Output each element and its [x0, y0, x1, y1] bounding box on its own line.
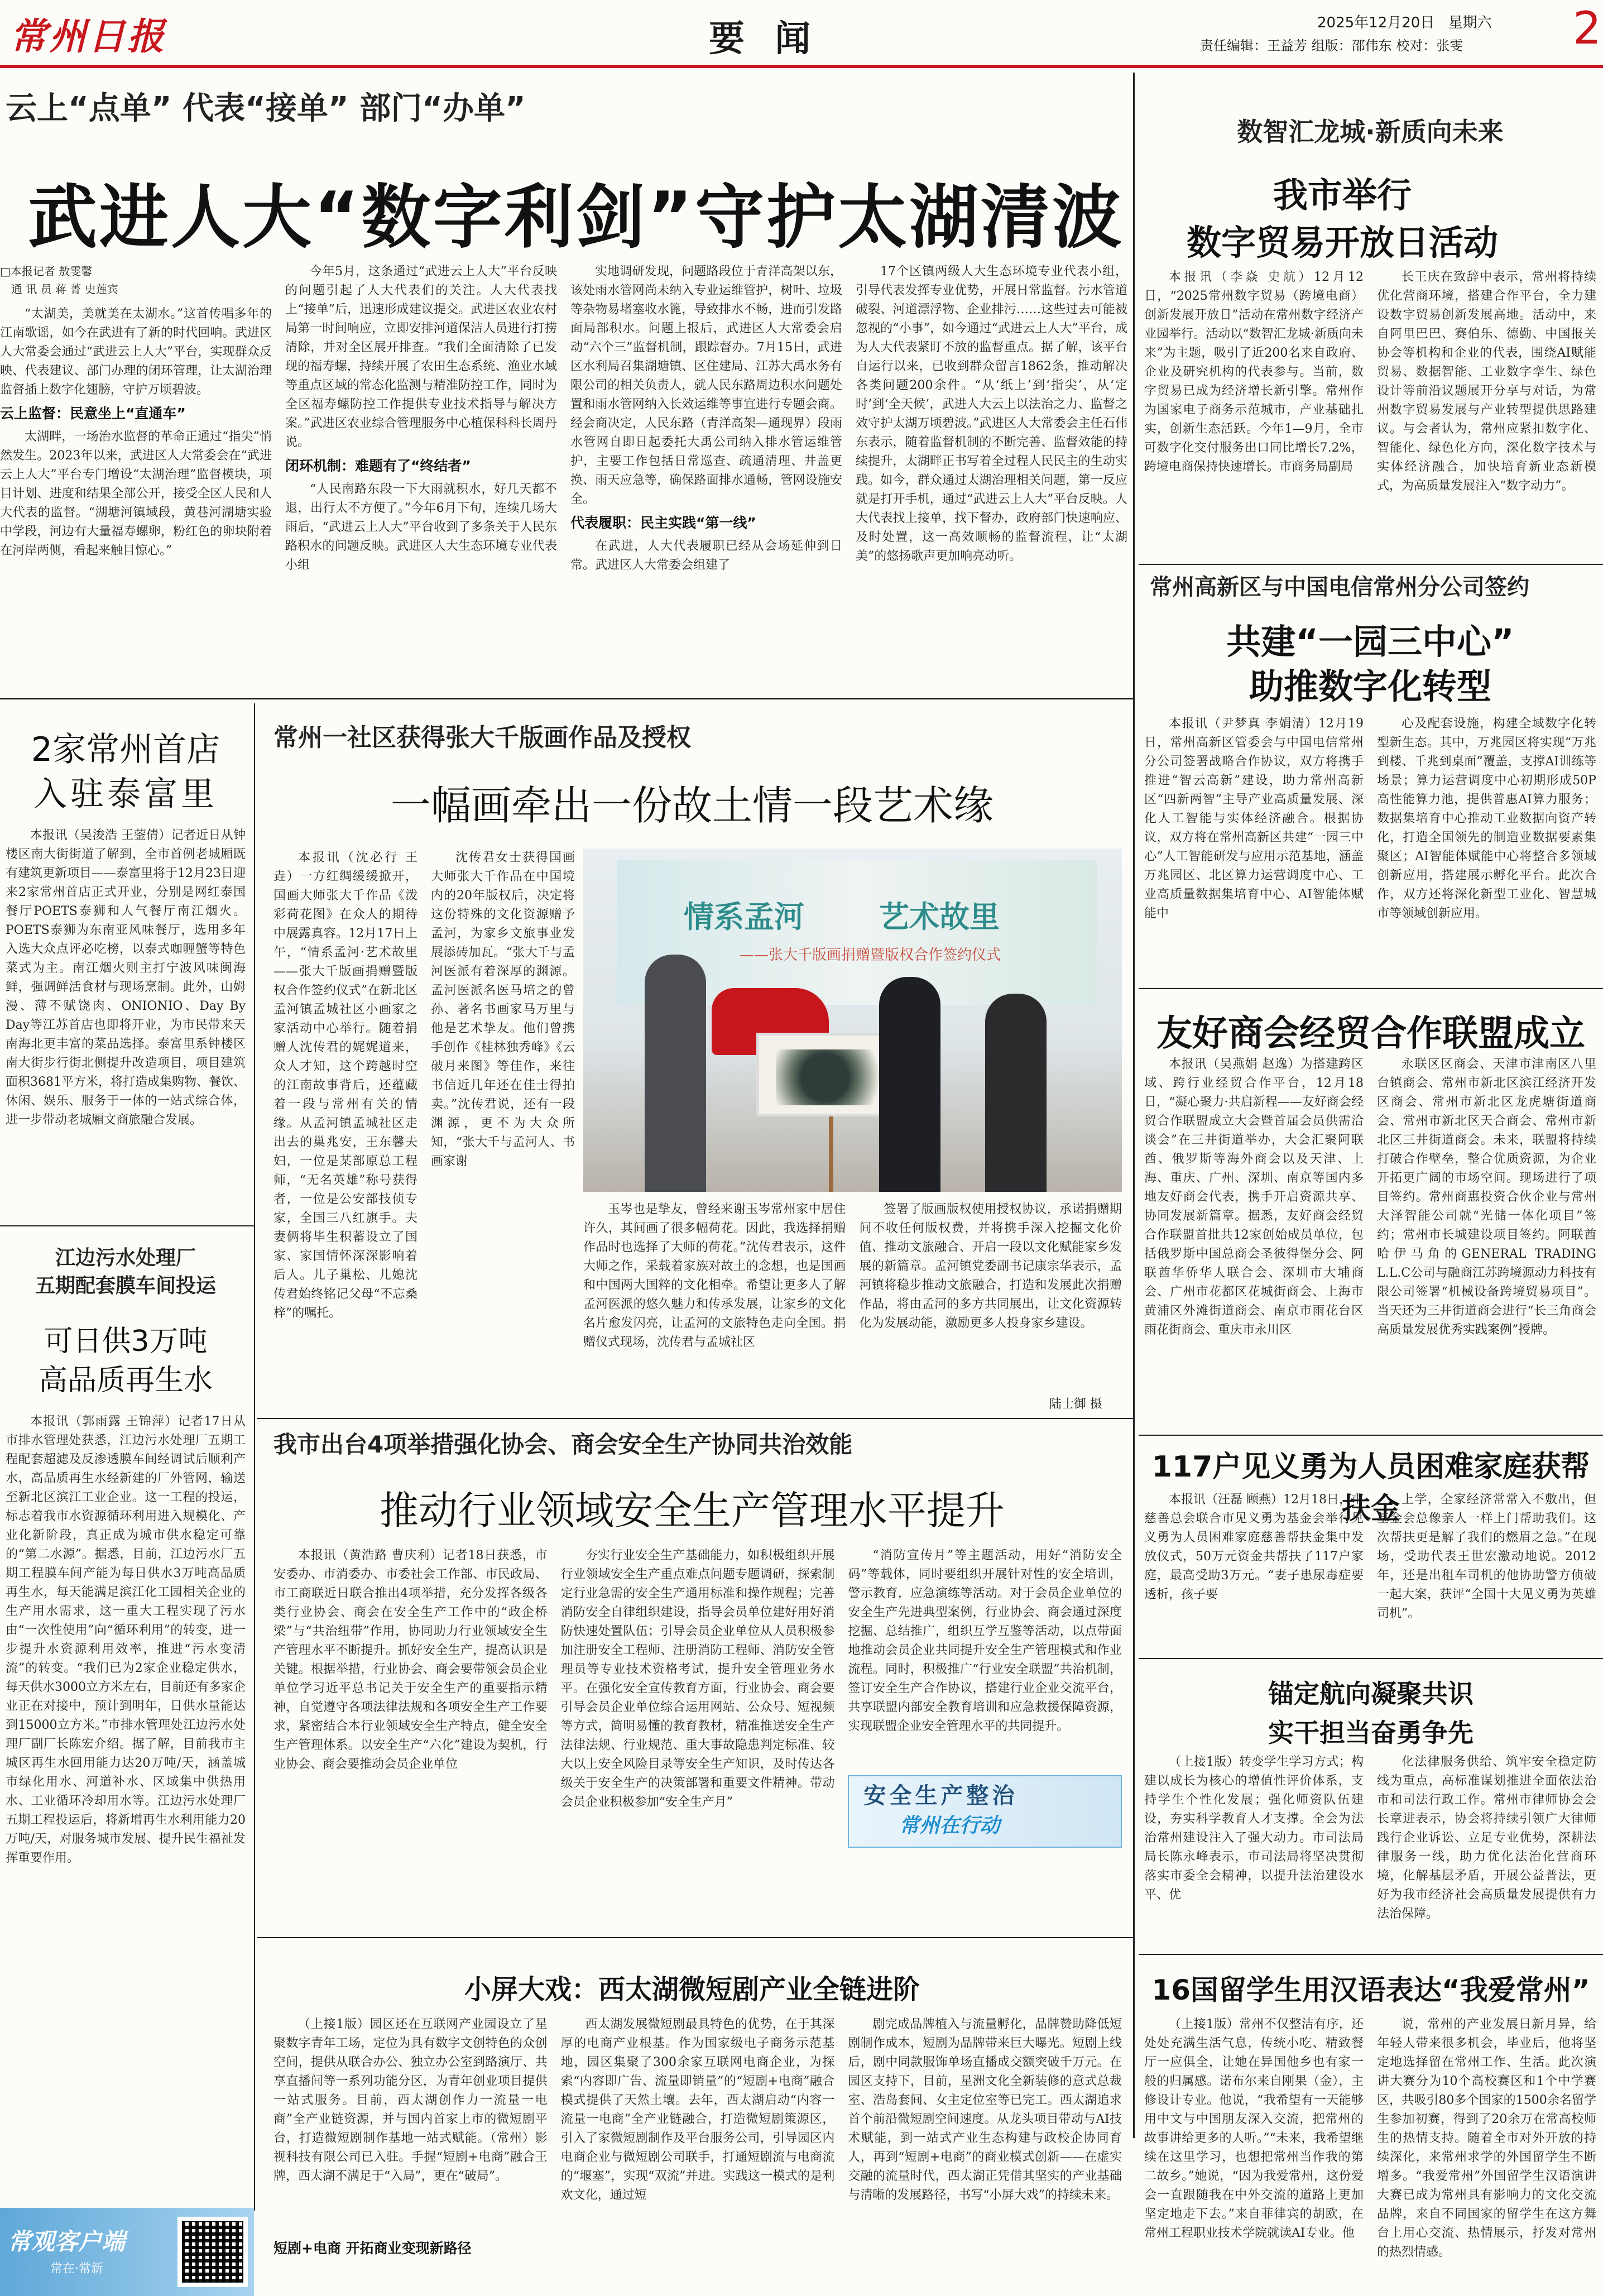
chamber-para-1: 本报讯（吴燕娟 赵逸）为搭建跨区域、跨行业经贸合作平台，12月18日，“凝心聚力·共启新程——友好商会经贸合作联盟成立大会暨首届会员供需洽谈会”在三井街道举办，大会汇聚阿联酋、俄罗斯等海外商会以及天津、上海、重庆、广州、深圳、南京等国内多地友好商会代表，携手开启资源共享、协同发展新篇章。据悉，友好商会经贸合作联盟首批共12家创始成员单位，包括俄罗斯中国总商会圣彼得堡分会、阿联酋华侨华人联合会、深圳市大埔商会、广州市花都区花城街商会、上海市黄浦区外滩街道商会、南京市雨花台区雨花街商会、重庆市永川区 — [1144, 1057, 1364, 1337]
safety-headline: 推动行业领域安全生产管理水平提升 — [380, 1488, 1005, 1533]
zdq-para-2: 沈传君女士获得国画大师张大千作品在中国境内的20年版权后，决定将这份特殊的文化资源赠予孟河，为家乡文旅事业发展添砖加瓦。“张大千与孟河医派有着深厚的渊源。孟河医派名医马培之的曾孙、著名书画家马万里与他是艺术挚友。他们曾携手创作《桂林独秀峰》《云破月来图》等佳作，来往书信近几年还在佳士得拍卖。”沈传君说，还有一段渊源，更不为大众所知，“张大千与孟河人、书画家谢 — [431, 851, 575, 1168]
client-ad-sub: 常在·常新 — [50, 2262, 103, 2276]
drama-headline: 小屏大戏：西太湖微短剧产业全链进阶 — [464, 1974, 920, 2005]
safety-para-2: 夯实行业安全生产基础能力，如积极组织开展行业领域安全生产重点难点问题专题调研，探索制定行业急需的安全生产通用标准和操作规程；完善消防安全自律组织建设，指导会员单位建好用好消防快速处置队伍；引导会员企业单位从人员积极参加注册安全工程师、注册消防工程师、消防安全管理员等专业技术资格考试，提升安全管理业务水平。在强化安全宣传教育方面，行业协会、商会要引导会员企业单位综合运用网站、公众号、短视频等方式，简明易懂的教育教材，精准推送安全生产法律法规、行业规范、重大事故隐患判定标准、较大以上安全风险目录等安全生产知识，及时传达各级关于安全生产的决策部署和重要文件精神。带动会员企业积极参加“安全生产月” — [560, 1549, 835, 1809]
telecom-body — [1144, 715, 1596, 994]
lead-para-4: “人民南路东段一下大雨就积水，好几天都不退，出行太不方便了。”今年6月下旬，连续几场大雨后，“武进云上人大”平台收到了多条关于人民东路积水的问题反映。武进区人大生态环境专业代表小组 — [285, 482, 557, 572]
trade-kicker: 数智汇龙城·新质向未来 — [1237, 117, 1504, 147]
photo-banner-2: 艺术故里 — [879, 899, 1000, 934]
zdq-para-1: 本报讯（沈必行 王垚）一方红绸缓缓掀开，国画大师张大千作品《泼彩荷花图》在众人的期待中展露真容。12月17日上午，“情系孟河·艺术故里——张大千版画捐赠暨版权合作签约仪式”在新北区孟河镇孟城社区小画家之家活动中心举行。随着捐赠人沈传君的娓娓道来，众人才知，这个跨越时空的江南故事背后，还蕴藏着一段与常州有关的情缘。从孟河镇孟城社区走出去的巢兆安，王东馨夫妇，一位是某部原总工程师，“无名英雄”称号获得者，一位是公安部技侦专家，全国三八红旗手。夫妻俩将毕生积蓄设立了国家、家国情怀深深影响着后人。儿子巢松、儿媳沈传君始终铭记父母“不忘桑梓”的嘱托。 — [273, 851, 417, 1320]
lead-para-5: 实地调研发现，问题路段位于青洋高架以东，该处雨水管网尚未纳入专业运维管护，树叶、垃圾等杂物易堵塞收水篦，导致排水不畅，进而引发路面局部积水。问题上报后，武进区人大常委会启动“六个三”监督机制，跟踪督办。7月15日，武进区水利局召集湖塘镇、区住建局、江苏大禹水务有限公司的相关负责人，就人民东路周边积水问题处置和雨水管网纳入长效运维等事宜进行专题会商。经会商决定，人民东路（青洋高架—通现界）段雨水管网自即日起委托大禹公司纳入排水管运维管护，主要工作包括日常巡查、疏通清理、井盖更换、雨天应急等，确保路面排水通畅，管网设施安全。 — [570, 265, 842, 506]
sail-headline-2: 实干担当奋勇争先 — [1268, 1718, 1474, 1748]
chamber-body — [1144, 1055, 1596, 1429]
ceremony-photo — [583, 849, 1122, 1192]
weekday-text: 星期六 — [1448, 15, 1492, 31]
date-text: 2025年12月20日 — [1317, 15, 1435, 31]
editors-line: 责任编辑：王益芳 组版：邵伟东 校对：张雯 — [1200, 38, 1463, 54]
lead-byline2: 通 讯 员 蒋 菁 史莲宾 — [11, 282, 118, 296]
drama-para-2: 西太湖发展微短剧最具特色的优势，在于其深厚的电商产业根基。作为国家级电子商务示范基地，园区集聚了300余家互联网电商企业，为探索“内容即广告、流量即销量”的“短剧+电商”融合模式提供了天然土壤。去年，西太湖启动“内容一流量一电商”全产业链融合，打造微短剧策源区，引入了家微短剧制作及平台服务公司，引导园区内电商企业与微短剧公司联手，打通短剧流与电商流的“堰塞”，实现“双流”并进。实践这一模式的是利欢文化，通过短 — [560, 2017, 835, 2202]
photo-credit: 陆士御 摄 — [1049, 1397, 1102, 1411]
trade-para-2: 长王庆在致辞中表示，常州将持续优化营商环境，搭建合作平台，全力建设数字贸易创新发展高地。活动中，来自阿里巴巴、赛伯乐、德勤、中国报关协会等机构和企业的代表，围绕AI赋能贸易、数据智能、工业数字孪生、绿色设计等前沿议题展开分享与对话，为常州数字贸易发展与产业转型提供思路建议。与会者认为，常州应紧扣数字化、智能化、绿色化方向，深化数字技术与实体经济融合，加快培育新业态新模式，为高质量发展注入“数字动力”。 — [1377, 270, 1596, 493]
telecom-headline-1: 共建“一园三中心” — [1226, 621, 1514, 662]
safety-badge-title: 安全生产整治 — [863, 1783, 1018, 1809]
courage-headline: 117户见义勇为人员困难家庭获帮扶金 — [1151, 1450, 1590, 1526]
lead-para-6: 在武进，人大代表履职已经从会场延伸到日常。武进区人大常委会组建了 — [570, 539, 842, 572]
page-number: 2 — [1573, 2, 1601, 54]
telecom-kicker: 常州高新区与中国电信常州分公司签约 — [1150, 574, 1529, 600]
photo-banner-1: 情系孟河 — [684, 899, 804, 934]
zdq-headline: 一幅画牵出一份故土情一段艺术缘 — [390, 782, 994, 829]
courage-para-1: 本报讯（汪磊 顾燕）12月18日，市慈善总会联合市见义勇为基金会举行见义勇为人员困难家庭慈善帮扶金集中发放仪式，50万元资金共帮扶了117户家庭，最高受助3万元。“妻子患尿毒症要透析，孩子要 — [1144, 1493, 1364, 1602]
zdq-para-4: 签署了版画版权使用授权协议，承诺捐赠期间不收任何版权费，并将携手深入挖掘文化价值、推动文旅融合、开启一段以文化赋能家乡发展的新篇章。孟河镇党委副书记康宗华表示，孟河镇将稳步推动文旅融合，打造和发展此次捐赠作品，将由孟河的多方共同展出，让文化资源转化为发展动能，激励更多人投身家乡建设。 — [859, 1202, 1122, 1330]
person-right — [985, 994, 1047, 1192]
trade-headline-1: 我市举行 — [1273, 175, 1412, 215]
person-left — [645, 955, 706, 1192]
safety-badge-sub: 常州在行动 — [899, 1814, 1000, 1837]
masthead — [0, 0, 1603, 66]
lead-body — [0, 262, 1127, 692]
section-name: 要 闻 — [709, 18, 820, 60]
lead-para-3: 今年5月，这条通过“武进云上人大”平台反映的问题引起了人大代表们的关注。人大代表找上“接单”后，迅速形成建议提交。武进区农业农村局第一时间响应，立即安排河道保洁人员进行打捞清除，并对全区展开排查。“我们全面清除了已发现的福寿螺，持续开展了农田生态系统、渔业水域等重点区域的常态化监测与精准防控工作，同时为全区福寿螺防控工作提供专业技术指导与解决方案。”武进区农业综合管理服务中心植保科科长周丹说。 — [285, 265, 557, 449]
chamber-para-2: 永联区区商会、天津市津南区八里台镇商会、常州市新北区滨江经济开发区商会、常州市新北区龙虎塘街道商会、常州市新北区天合商会、常州市新北区三井街道商会。未来，联盟将持续打破合作壁垒，整合优质资源，为企业开拓更广阔的市场空间。现场进行了项目签约。常州商惠投资合伙企业与常州大泽智能公司就“光储一体化项目”签约；常州市长城建设项目签约。阿联酋哈伊马角的GENERAL TRADING L.L.C公司与融商江苏跨境源动力科技有限公司签署“机械设备跨境贸易项目”。当天还为三井街道商会进行“长三角商会高质量发展优秀实践案例”授牌。 — [1377, 1057, 1596, 1337]
trade-para-1: 本报讯（李焱 史航）12月12日，“2025常州数字贸易（跨境电商）创新发展开放日”活动在常州数字经济产业园举行。活动以“数智汇龙城·新质向未来”为主题，吸引了近200名来自政府、企业及研究机构的代表参与。当前，数字贸易已成为经济增长新引擎。常州作为国家电子商务示范城市，产业基础扎实，创新生态活跃。今年1—9月，全市可数字化交付服务出口同比增长7.2%，跨境电商保持快速增长。市商务局副局 — [1144, 270, 1364, 474]
client-ad-label: 常观客户端 — [8, 2228, 126, 2255]
safety-kicker: 我市出台4项举措强化协会、商会安全生产协同共治效能 — [273, 1431, 853, 1458]
easel-legs — [829, 1116, 833, 1192]
lead-subhead-1: 云上监督：民意坐上“直通车” — [0, 405, 186, 421]
membrane-para: 本报讯（郭雨露 王锦萍）记者17日从市排水管理处获悉，江边污水处理厂五期工程配套超滤及反渗透膜车间经调试后顺利产水，高品质再生水经新建的厂外管网，输送至新北区滨江工业企业。这一工程的投运，标志着我市水资源循环利用进入规模化、产业化新阶段，真正成为城市供水稳定可靠的“第二水源”。据悉，目前，江边污水厂五期工程膜车间产能为每日供水3万吨高品质再生水，每天能满足滨江化工园相关企业的生产用水需求，这一重大工程实现了污水由“一次性使用”向“循环利用”的转变，进一步提升水资源利用效率，推进“污水变清流”的转变。“我们已为2家企业稳定供水，每天供水3000立方米左右，目前还有多家企业正在对接中，预计到明年，日供水量能达到15000立方米。”市排水管理处江边污水处理厂副厂长陈宏介绍。据了解，目前我市主城区再生水回用能力达20万吨/天，涵盖城市绿化用水、河道补水、区域集中供热用水、工业循环冷却用水等。江边污水处理厂五期工程投运后，将新增再生水利用能力20万吨/天，对服务城市发展、提升民生福祉发挥重要作用。 — [6, 1415, 246, 1865]
telecom-para-2: 心及配套设施，构建全域数字化转型新生态。其中，万兆园区将实现“万兆到楼、千兆到桌面”覆盖，支撑AI训练等场景；算力运营调度中心初期形成50P高性能算力池，提供普惠AI算力服务；数据集培育中心推动工业数据向资产转化，打造全国领先的制造业数据要素集聚区；AI智能体赋能中心将整合多领域创新应用，搭建展示孵化平台。此次合作，双方还将深化新型工业化、智慧城市等领域创新应用。 — [1377, 717, 1596, 921]
lead-subhead-2: 闭环机制：难题有了“终结者” — [285, 458, 471, 474]
trade-headline-2: 数字贸易开放日活动 — [1186, 222, 1498, 263]
safety-para-3: “消防宣传月”等主题活动，用好“消防安全码”等载体，同时要组织开展针对性的安全培训，警示教育，应急演练等活动。对于会员企业单位的安全生产先进典型案例，行业协会、商会通过深度挖掘、总结推广，组织互学互鉴等活动，以点带面地推动会员企业共同提升安全生产管理模式和作业流程。同时，积极推广“行业安全联盟”共治机制，签订安全生产合作协议，搭建行业企业交流平台，共享联盟内部安全教育培训和应急救援保障资源，实现联盟企业安全管理水平的共同提升。 — [848, 1549, 1122, 1733]
membrane-kicker-1: 江边污水处理厂 — [55, 1247, 196, 1269]
lead-para-7: 17个区镇两级人大生态环境专业代表小组，引导代表发挥专业优势，开展日常监督。污水管道破裂、河道漂浮物、企业排污……这些过去可能被忽视的“小事”，如今通过“武进云上人大”平台，成为人大代表紧盯不放的监督重点。据了解，该平台自运行以来，已收到群众留言1862条，推动解决各类问题200余件。“从‘纸上’到‘指尖’，从‘定时’到‘全天候’，武进人大云上以法治之力、监督之效守护太湖万顷碧波。”武进区人大常委会主任石伟东表示，随着监督机制的不断完善、监督效能的持续提升，太湖畔正书写着全过程人民民主的生动实践。如今，群众通过太湖治理相关问题，第一反应就是打开手机，通过“武进云上人大”平台反映。人大代表找上接单，找下督办，政府部门快速响应、及时处置，这一高效顺畅的监督流程，让“太湖美”的悠扬歌声更加响亮动听。 — [856, 265, 1127, 563]
drama-para-3: 剧完成品牌植入与流量孵化，品牌赞助降低短剧制作成本，短剧为品牌带来巨大曝光。短剧上线后，剧中同款服饰单场直播成交额突破千万元。在园区支持下，目前，星洲文化全新装修的意式总裁室、浩岛套间、女主定位室等已完工。西太湖追求首个前沿微短剧空间速度。从龙头项目带动与AI技术赋能，到一站式产业生态构建与政校企协同育人，再到“短剧+电商”的商业模式创新——在虚实交融的流量时代，西太湖正凭借其坚实的产业基础与清晰的发展路径，书写“小屏大戏”的持续未来。 — [848, 2017, 1122, 2202]
lead-para-2: 太湖畔，一场治水监督的革命正通过“指尖”悄然发生。2023年以来，武进区人大常委会在“武进云上人大”平台专门增设“太湖治理”监督模块，项目计划、进度和结果全部公开，接受全区人民和人大代表的监督。“湖塘河镇域段，黄巷河湖塘实验中学段，河边有大量福寿螺卵，粉红色的卵块附着在河岸两侧，看起来触目惊心。” — [0, 430, 272, 558]
lead-byline1: □本报记者 敖雯馨 — [0, 265, 93, 278]
stores-para: 本报讯（吴浚浩 王蓥倩）记者近日从钟楼区南大街街道了解到，全市首例老城厢既有建筑更新项目——泰富里将于12月23日迎来2家常州首店正式开业，分别是网红泰国餐厅POETS泰狮和人气餐厅南江烟火。POETS泰狮为东南亚风味餐厅，选用多年入选大众点评必吃榜，以泰式咖喱蟹等特色菜式为主。南江烟火则主打宁波风味闽海鲜，强调鲜活食材与现场烹制。此外，山姆漫、薄不赋饶肉、ONIONIO、Day By Day等江苏首店也即将开业，为市民带来天南海北更丰富的菜品选择。泰富里系钟楼区南大街步行街北侧提升改造项目，项目建筑面积3681平方米，将打造成集购物、餐饮、休闲、娱乐、服务于一体的一站式综合体，进一步带动老城厢文商旅融合发展。 — [6, 828, 246, 1127]
issue-date — [1317, 11, 1492, 32]
sail-para-1: （上接1版）转变学生学习方式；构建以成长为核心的增值性评价体系，支持学生个性化发展；强化师资队伍建设，夯实科学教育人才支撑。全会为法治常州建设注入了强大动力。市司法局局长陈永峰表示，市司法局将坚决贯彻落实市委全会精神，以提升法治建设水平、优 — [1144, 1755, 1364, 1902]
newspaper-logo: 常州日报 — [10, 15, 166, 58]
safety-badge — [848, 1775, 1122, 1848]
client-ad[interactable] — [0, 2208, 254, 2296]
lead-subhead-3: 代表履职：民主实践“第一线” — [570, 515, 756, 531]
lead-headline: 武进人大“数字利剑”守护太湖清波 — [28, 178, 1124, 258]
sail-body — [1144, 1753, 1596, 1948]
membrane-kicker-2: 五期配套膜车间投运 — [35, 1274, 216, 1297]
stores-body — [6, 826, 246, 1217]
membrane-headline-1: 可日供3万吨 — [44, 1325, 208, 1358]
zdq-para-3: 玉岑也是挚友，曾经来谢玉岑常州家中居住许久，其间画了很多幅荷花。因此，我选择捐赠作品时也选择了大师的荷花。”沈传君表示，这件大师之作，采载着家族对故土的念想，也是国画和中国两大国粹的文化相牵。希望让更多人了解孟河医派的悠久魅力和传承发展，让家乡的文化名片愈发闪亮，让孟河的文旅特色走向全国。捐赠仪式现场，沈传君与孟城社区 — [583, 1202, 846, 1349]
students-para-2: 说，常州的产业发展日新月异，给年轻人带来很多机会，毕业后，他将坚定地选择留在常州工作、生活。此次演讲大赛分为10个高校赛区和1个中学赛区，共吸引80多个国家的1500余名留学生参加初赛，得到了20余万在常高校师生的热情支持。随着全市对外开放的持续深化，来常州求学的外国留学生不断增多。“我爱常州”外国留学生汉语演讲大赛已成为常州具有影响力的文化交流品牌，来自不同国家的留学生在这方舞台上用心交流、热情展示，抒发对常州的热烈情感。 — [1377, 2017, 1596, 2259]
zdq-kicker: 常州一社区获得张大千版画作品及授权 — [273, 723, 691, 752]
students-para-1: （上接1版）常州不仅整洁有序，还处处充满生活气息，传统小吃、精致餐厅一应俱全，让她在异国他乡也有家一般的归属感。诺布尔来自刚果（金），主修设计专业。他说，“我希望有一天能够用中文与中国朋友深入交流，把常州的故事讲给更多的人听。”“未来，我希望继续在这里学习，也想把常州当作我的第二故乡。”她说，“因为我爱常州，这份爱会一直跟随我在中外交流的道路上更加坚定地走下去。”来自菲律宾的胡欧，在常州工程职业技术学院就读AI专业。他 — [1144, 2017, 1364, 2240]
drama-subhead: 短剧+电商 开拓商业变现新路径 — [273, 2237, 547, 2257]
qr-code-icon[interactable] — [177, 2217, 248, 2287]
students-headline: 16国留学生用汉语表达“我爱常州” — [1151, 1974, 1590, 2006]
students-body — [1144, 2015, 1596, 2292]
safety-para-1: 本报讯（黄浩路 曹庆利）记者18日获悉，市安委办、市消委办、市委社会工作部、市民政局、市工商联近日联合推出4项举措，充分发挥各级各类行业协会、商会在安全生产工作中的“政企桥梁”与“共治纽带”作用，协同助力行业领域安全生产管理水平不断提升。抓好安全生产，提高认识是关键。根据举措，行业协会、商会要带领会员企业单位学习近平总书记关于安全生产的重要指示精神，自觉遵守各项法律法规和各项安全生产工作要求，紧密结合本行业领域安全生产特点，健全安全生产管理体系。以安全生产“六化”建设为契机，行业协会、商会要推动会员企业单位 — [273, 1549, 548, 1771]
courage-body — [1144, 1490, 1596, 1658]
chamber-headline: 友好商会经贸合作联盟成立 — [1156, 1013, 1585, 1054]
person-middle — [879, 977, 940, 1192]
stores-headline-2: 入驻泰富里 — [33, 775, 218, 814]
membrane-headline-2: 高品质再生水 — [38, 1364, 213, 1397]
courage-para-2: 上学，全家经济常常入不敷出，但基金会总像亲人一样上门帮助我们。这次帮扶更是解了我们的燃眉之急。”在现场，受助代表王世宏激动地说。2012年，还是出租车司机的他协助警方侦破一起大案，获评“全国十大见义勇为英雄司机”。 — [1377, 1493, 1596, 1621]
safety-body — [273, 1546, 1122, 1915]
sail-headline-1: 锚定航向凝聚共识 — [1268, 1679, 1474, 1709]
telecom-para-1: 本报讯（尹梦真 李娟清）12月19日，常州高新区管委会与中国电信常州分公司签署战略合作协议，双方将携手推进“智云高新”建设，助力常州高新区“四新两智”主导产业高质量发展、深化人工智能与实体经济融合。根据协议，双方将在常州高新区共建“一园三中心”人工智能研发与应用示范基地，涵盖万兆园区、北区算力运营调度中心、工业高质量数据集培育中心、AI智能体赋能中 — [1144, 717, 1364, 921]
zdq-col-left — [273, 849, 575, 1407]
membrane-body — [6, 1412, 246, 2155]
sail-para-2: 化法律服务供给、筑牢安全稳定防线为重点，高标准谋划推进全面依法治市和司法行政工作。常州市律师协会会长章进表示，协会将持续引领广大律师践行企业诉讼、立足专业优势，深耕法律服务一线，助力优化法治化营商环境，化解基层矛盾，开展公益普法，更好为我市经济社会高质量发展提供有力法治保障。 — [1377, 1755, 1596, 1921]
telecom-headline-2: 助推数字化转型 — [1249, 666, 1491, 707]
photo-banner-sub: ——张大千版画捐赠暨版权合作签约仪式 — [740, 947, 1001, 964]
lead-para-1: “太湖美，美就美在太湖水。”这首传唱多年的江南歌谣，如今在武进有了新的时代回响。武进区人大常委会通过“武进云上人大”平台，实现群众反映、代表建议、部门办理的闭环管理，让太湖治理监督插上数字化翅膀，守护万顷碧波。 — [0, 307, 272, 397]
stores-headline-1: 2家常州首店 — [31, 730, 220, 769]
trade-body — [1144, 268, 1596, 564]
zdq-col-right — [583, 1200, 1122, 1396]
drama-para-1: （上接1版）园区还在互联网产业园设立了星聚数字青年工场，定位为具有数字文创特色的众创空间，提供从联合办公、独立办公室到路演厅、共享直播间等一系列功能分区，为青年创业项目提供一站式服务。目前，西太湖创作力一流量一电商”全产业链资源，并与国内首家上市的微短剧平台，打造微短剧制作基地一站式赋能。（常州）影视科技有限公司已入驻。手握“短剧+电商”融合王牌，西太湖不满足于“入局”，更在“破局”。 — [273, 2017, 548, 2183]
lead-kicker: 云上“点单” 代表“接单” 部门“办单” — [6, 90, 526, 127]
